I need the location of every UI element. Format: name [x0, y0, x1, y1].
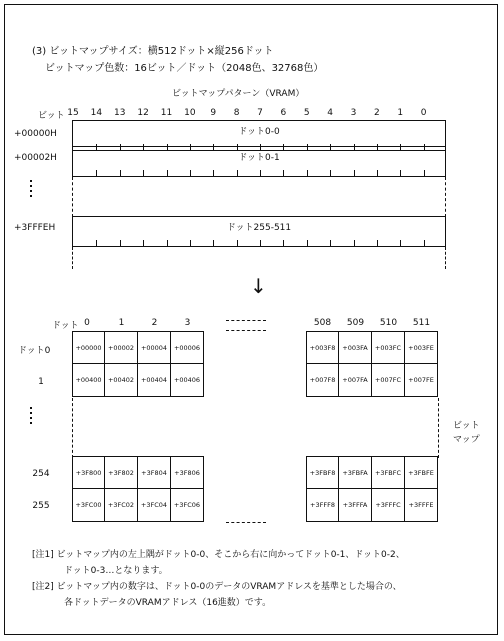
bit-tick [330, 170, 331, 176]
note-2-line-1: [注2] ビットマップ内の数字は、ドット0-0のデータのVRAMアドレスを基準とした場合の、 [32, 582, 402, 592]
bitmap-cell: +003FE [405, 331, 438, 364]
bitmap-dash-top-1 [226, 320, 266, 321]
bit-tick [400, 170, 401, 176]
bit-tick [354, 240, 355, 246]
bitmap-cell: +3FBFC [372, 456, 405, 489]
bit-tick [330, 240, 331, 246]
bit-number: 11 [160, 108, 173, 118]
bit-tick [213, 240, 214, 246]
bit-number: 0 [420, 108, 427, 118]
vram-title: ビットマップパターン（VRAM） [172, 89, 305, 99]
bit-label: ビット [38, 111, 65, 121]
vram-register-label-2: ドット255-511 [226, 223, 292, 233]
header-line-1: (3) ビットマップサイズ：横512ドット×縦256ドット [32, 46, 274, 57]
bitmap-cell: +3FBF8 [306, 456, 339, 489]
bit-tick [120, 170, 121, 176]
bitmap-cell: +3FFFA [339, 489, 372, 522]
bit-tick [167, 170, 168, 176]
bit-tick [283, 240, 284, 246]
bit-number: 5 [303, 108, 310, 118]
bitmap-row-label: 255 [32, 501, 50, 511]
vram-dash-right-bottom [445, 247, 446, 269]
bitmap-cell: +00000 [72, 331, 105, 364]
note-2-line-2: 各ドットデータのVRAMアドレス（16進数）です。 [64, 598, 272, 608]
bitmap-cell: +3FFFE [405, 489, 438, 522]
bitmap-cell: +3FBFA [339, 456, 372, 489]
bit-tick [260, 170, 261, 176]
bit-tick [120, 240, 121, 246]
bit-tick [96, 240, 97, 246]
vram-register-1 [72, 146, 446, 177]
bitmap-cell: +00404 [138, 364, 171, 397]
bit-tick [190, 240, 191, 246]
bitmap-cell: +3F802 [105, 456, 138, 489]
bitmap-col-header-right: 509 [346, 318, 365, 328]
bitmap-dot-label: ドット [52, 321, 79, 331]
bit-tick [400, 240, 401, 246]
bitmap-cell: +3FBFE [405, 456, 438, 489]
bitmap-cell: +003FC [372, 331, 405, 364]
bit-number: 13 [114, 108, 126, 118]
vram-dash-left-mid [72, 177, 73, 217]
bitmap-col-header-right: 510 [379, 318, 398, 328]
bit-tick [424, 240, 425, 246]
note-1-line-2: ドット0-3…となります。 [64, 566, 168, 576]
bitmap-cell: +00006 [171, 331, 204, 364]
note-1-line-1: [注1] ビットマップ内の左上隅がドット0-0、そこから右に向かってドット0-1、ドット0-2、 [32, 550, 405, 560]
bitmap-col-header-right: 511 [412, 318, 431, 328]
bitmap-cell: +00002 [105, 331, 138, 364]
bit-tick [96, 170, 97, 176]
bitmap-cell: +3FC04 [138, 489, 171, 522]
bit-tick [237, 240, 238, 246]
down-arrow-icon: ↓ [250, 274, 267, 298]
side-label-2: マップ [453, 435, 480, 445]
bit-number: 1 [397, 108, 404, 118]
bitmap-row-label: 1 [38, 377, 44, 387]
bit-number: 8 [233, 108, 240, 118]
bitmap-cell: +3FFFC [372, 489, 405, 522]
vram-addr-1: +00002H [14, 153, 57, 163]
vram-register-label-1: ドット0-1 [238, 153, 280, 163]
bit-tick [354, 170, 355, 176]
header-line-2: ビットマップ色数：16ビット／ドット（2048色、32768色） [45, 63, 324, 74]
bit-tick [260, 240, 261, 246]
bit-number: 2 [374, 108, 380, 118]
bit-number: 15 [67, 108, 79, 118]
bitmap-cell: +007FE [405, 364, 438, 397]
bitmap-cell: +007F8 [306, 364, 339, 397]
vram-ellipsis-vertical [30, 180, 32, 200]
bit-tick [143, 240, 144, 246]
bit-tick [237, 170, 238, 176]
bit-tick [143, 170, 144, 176]
bitmap-cell: +3FC02 [105, 489, 138, 522]
bitmap-cell: +003FA [339, 331, 372, 364]
bit-number: 10 [184, 108, 196, 118]
bit-tick [307, 170, 308, 176]
bit-number: 7 [257, 108, 263, 118]
bitmap-dash-bottom [226, 522, 266, 523]
bitmap-cell: +007FC [372, 364, 405, 397]
bit-tick [283, 170, 284, 176]
bitmap-cell: +3F800 [72, 456, 105, 489]
bitmap-cell: +00004 [138, 331, 171, 364]
bitmap-col-header-left: 1 [118, 318, 125, 328]
bitmap-cell: +3FFF8 [306, 489, 339, 522]
bitmap-cell: +007FA [339, 364, 372, 397]
vram-register-label-0: ドット0-0 [238, 127, 280, 137]
bitmap-row-label: 254 [32, 469, 50, 479]
bit-tick [190, 170, 191, 176]
bit-tick [167, 240, 168, 246]
bit-number: 4 [327, 108, 333, 118]
bitmap-col-header-right: 508 [313, 318, 332, 328]
bit-number: 12 [137, 108, 149, 118]
bitmap-col-header-left: 3 [184, 318, 191, 328]
bit-tick [424, 170, 425, 176]
vram-addr-0: +00000H [14, 129, 57, 139]
bitmap-cell: +3FC06 [171, 489, 204, 522]
bit-number: 9 [210, 108, 217, 118]
bitmap-dash-top-2 [226, 330, 266, 331]
bit-number: 3 [350, 108, 357, 118]
bit-tick [307, 240, 308, 246]
bitmap-dash-right [438, 398, 439, 458]
bit-tick [377, 170, 378, 176]
bit-tick [213, 170, 214, 176]
bitmap-row-label: ドット0 [18, 346, 51, 356]
bitmap-cell: +3F806 [171, 456, 204, 489]
bitmap-cell: +003F8 [306, 331, 339, 364]
bit-number: 14 [90, 108, 103, 118]
vram-register-2 [72, 216, 446, 247]
vram-dash-right-mid [445, 177, 446, 217]
bitmap-cell: +00406 [171, 364, 204, 397]
vram-addr-2: +3FFFEH [14, 223, 56, 233]
bitmap-cell: +00400 [72, 364, 105, 397]
bitmap-ellipsis-vertical [30, 407, 32, 427]
side-label-1: ビット [453, 421, 480, 431]
bit-number: 6 [280, 108, 287, 118]
bitmap-dash-left [72, 398, 73, 458]
bitmap-cell: +3F804 [138, 456, 171, 489]
bitmap-cell: +3FC00 [72, 489, 105, 522]
bitmap-cell: +00402 [105, 364, 138, 397]
bit-tick [377, 240, 378, 246]
vram-dash-left-bottom [72, 247, 73, 269]
bitmap-col-header-left: 2 [151, 318, 158, 328]
bitmap-col-header-left: 0 [84, 318, 90, 328]
